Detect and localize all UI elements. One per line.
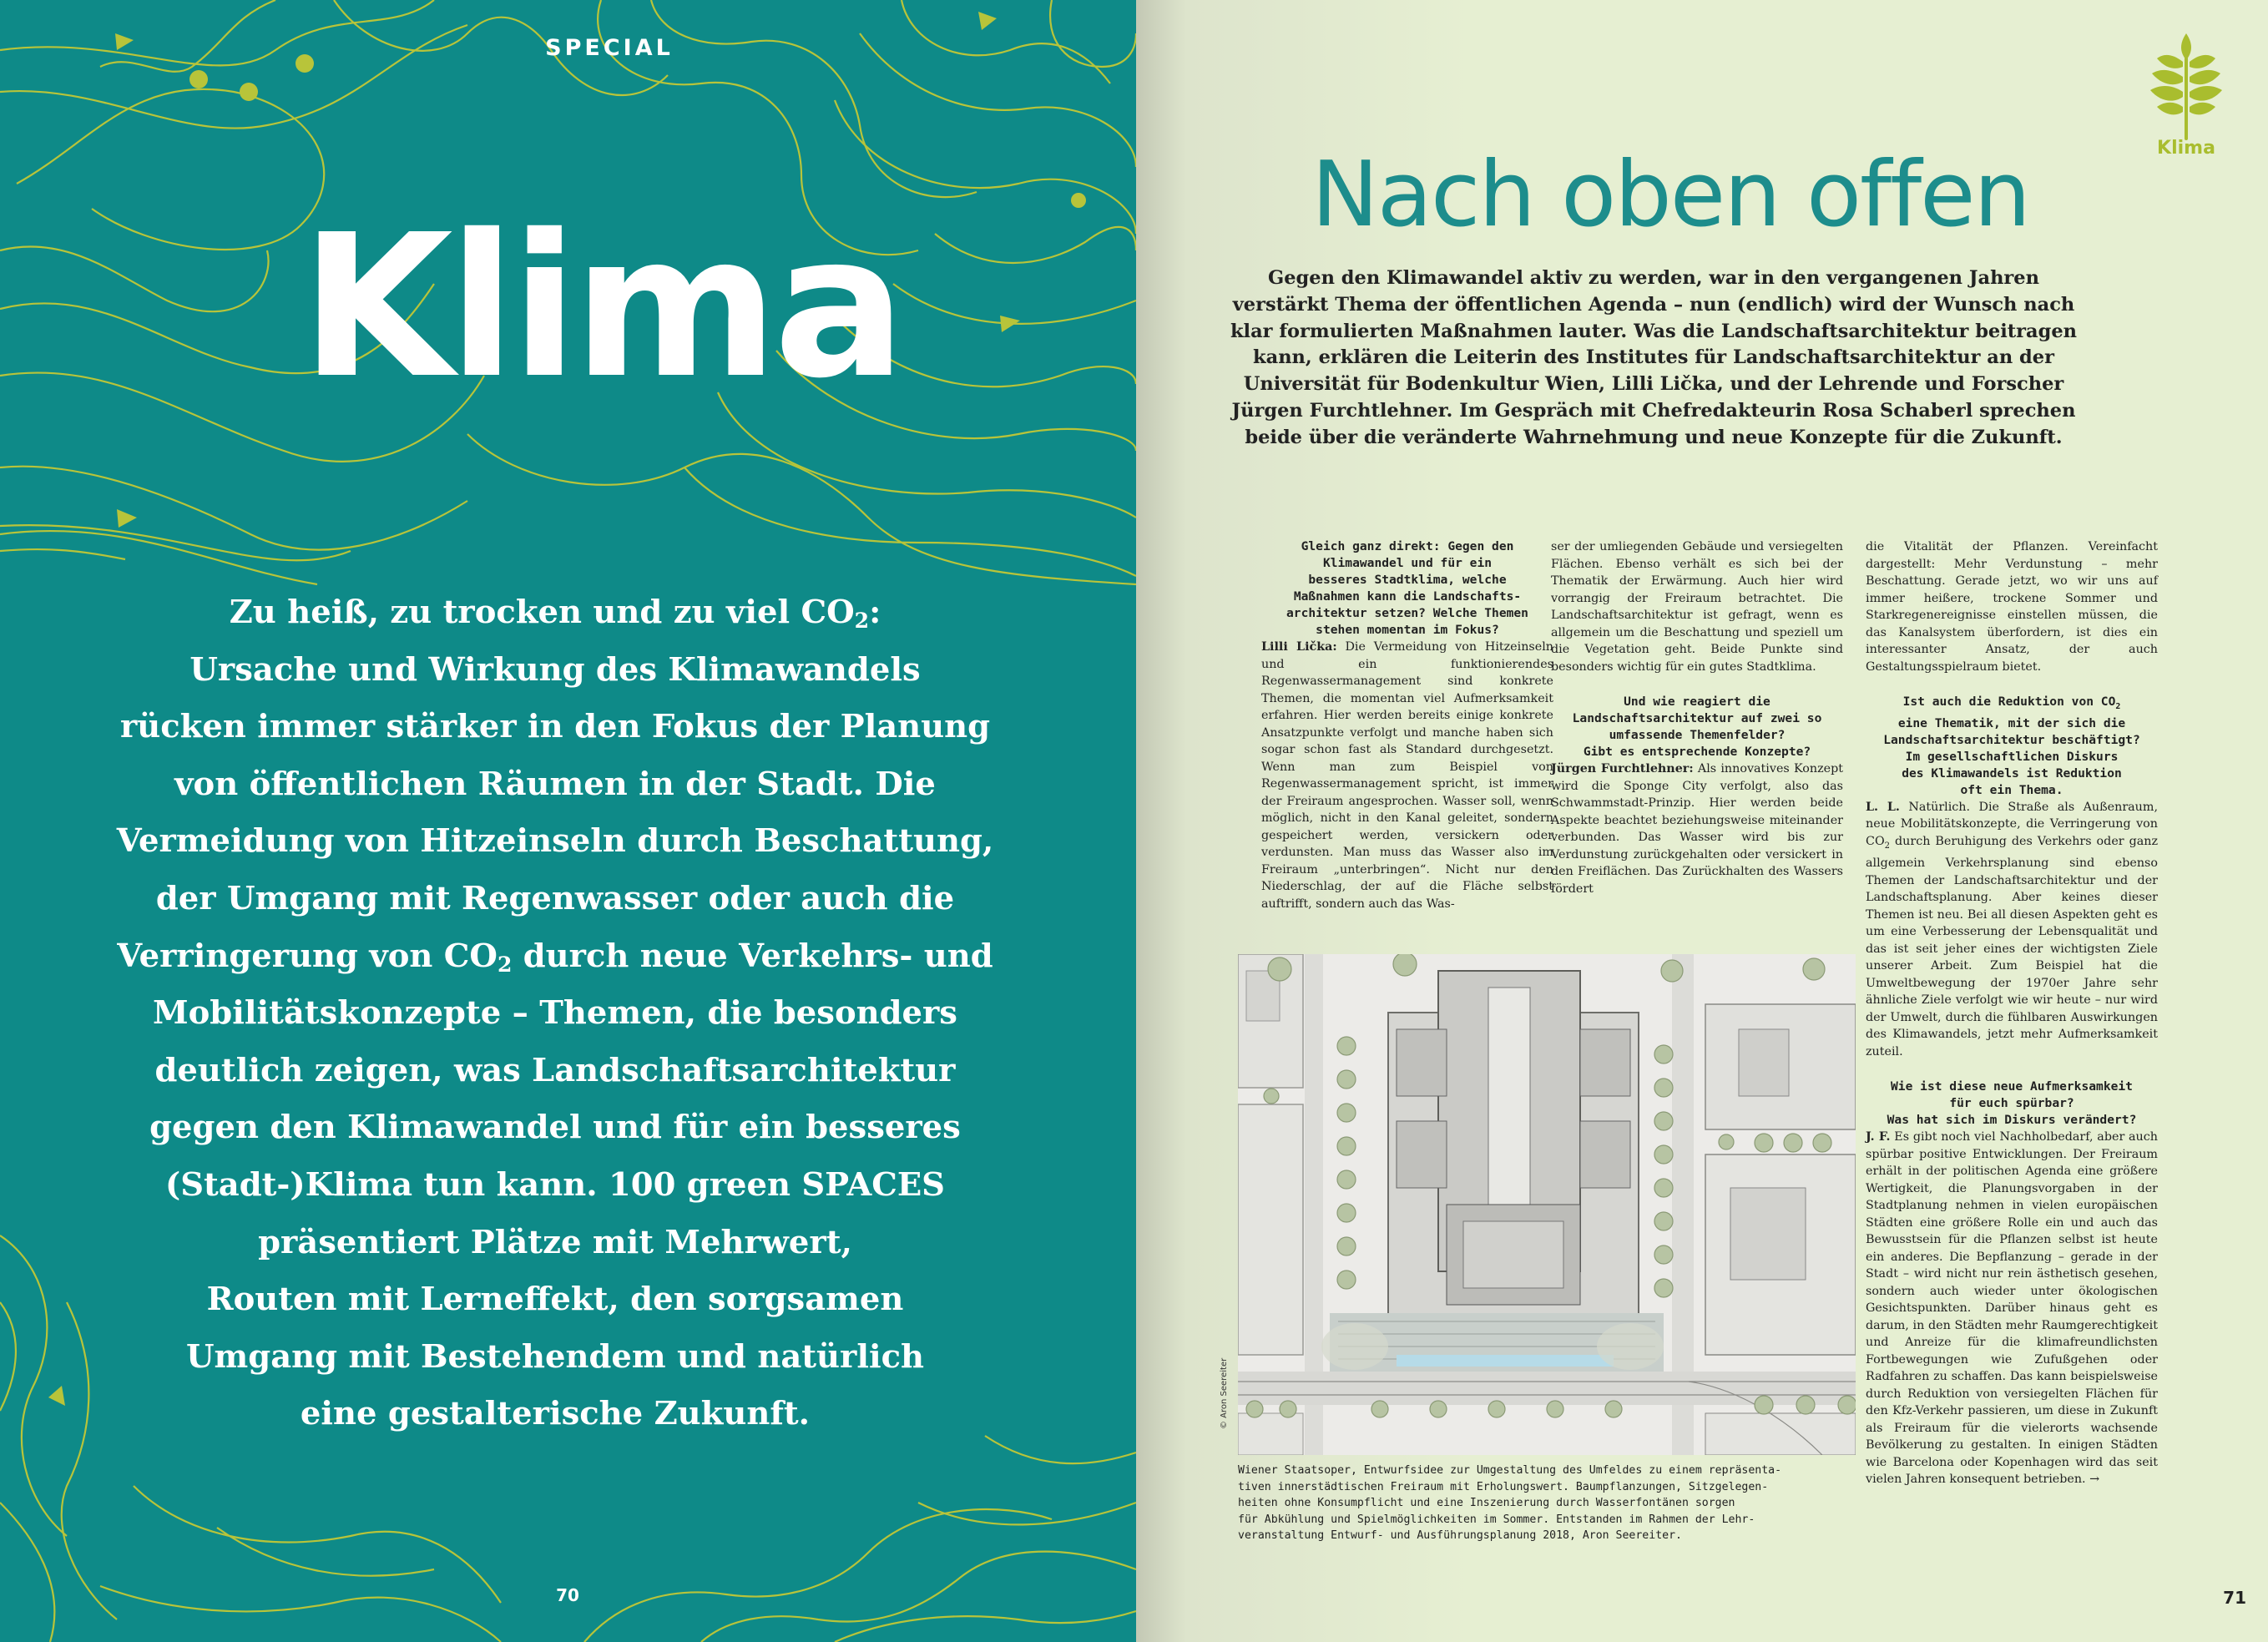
question-line: eine Thematik, mit der sich die bbox=[1897, 715, 2126, 730]
intro-text-segment: präsentiert Plätze mit Mehrwert, bbox=[258, 1223, 852, 1261]
subscript: 2 bbox=[2115, 701, 2121, 711]
speaker-name: Jürgen Furchtlehner: bbox=[1551, 762, 1694, 776]
intro-text-segment: : bbox=[869, 594, 881, 631]
lead-line: kann, erklären die Leiterin des Institutes für Landschaftsarchitektur an der bbox=[1253, 346, 2054, 369]
intro-text-segment: Verringerung von CO bbox=[117, 937, 498, 975]
interview-answer bbox=[1261, 639, 1553, 912]
intro-line bbox=[92, 1043, 1018, 1100]
paragraph-text: ser der umliegenden Gebäude und versiegelten Flächen. Ebenso verhält es sich bei der Thematik der Erwärmung. Auch hier wird vorrangig der Freiraum betrachtet. Die Landschaftsarchitektur ist gefragt, wenn es allgemein um die Beschattung und speziell um die Vegetation geht. Beide Punkte sind besonders wichtig für ein gutes Stadtklima. bbox=[1551, 540, 1843, 674]
question-line: besseres Stadtklima, welche bbox=[1308, 573, 1507, 587]
leaf-icon bbox=[2140, 25, 2232, 159]
section-label: SPECIAL bbox=[545, 35, 674, 61]
question-line: für euch spürbar? bbox=[1949, 1096, 2074, 1111]
answer-text: Natürlich. Die Straße als Außenraum, neue Mobilitätskonzepte, die Verringerung von CO bbox=[1866, 800, 2158, 848]
interview-question bbox=[1551, 694, 1843, 760]
question-line: Und wie reagiert die bbox=[1624, 695, 1770, 709]
question-line: des Klimawandels ist Reduktion bbox=[1902, 765, 2122, 781]
intro-text-segment: Umgang mit Bestehendem und natürlich bbox=[185, 1337, 925, 1376]
intro-line bbox=[92, 584, 1018, 642]
speaker-name: J. F. bbox=[1866, 1130, 1891, 1144]
intro-line bbox=[92, 756, 1018, 814]
lead-text bbox=[1220, 265, 2088, 452]
answer-text: Die Vermeidung von Hitzeinseln und ein funktionierendes Regenwassermanagement sind konkrete Themen, die momentan viel Aufmerksamkeit erfahren. Hier werden bereits einige konkrete Ansatzpunkte verfolgt und manche haben sich sogar schon fast als Standard durchgesetzt. Wenn man zum Beispiel von Regenwassermanagement spricht, ist immer der Freiraum angesprochen. Wasser soll, wenn möglich, nicht in den Kanal geleitet, sondern gespeichert werden, versickern oder verdunsten. Man muss das Wasser also im Freiraum „unterbringen“. Nicht nur den Niederschlag, der auf die Fläche selbst auftrifft, sondern auch das Was- bbox=[1261, 640, 1554, 911]
intro-line bbox=[92, 1215, 1018, 1272]
intro-text bbox=[92, 584, 1018, 1443]
interview-question bbox=[1261, 538, 1553, 639]
intro-text-segment: von öffentlichen Räumen in der Stadt. Die bbox=[174, 765, 936, 803]
caption-line: heiten ohne Konsumpflicht und eine Inszenierung durch Wasserfontänen sorgen bbox=[1238, 1497, 1735, 1509]
text-column-1 bbox=[1261, 538, 1553, 912]
photo-caption bbox=[1238, 1463, 1856, 1544]
intro-line bbox=[92, 928, 1018, 986]
page-number-left: 70 bbox=[556, 1585, 579, 1605]
question-line: oft ein Thema. bbox=[1960, 782, 2063, 797]
intro-line bbox=[92, 1386, 1018, 1443]
intro-text-segment: deutlich zeigen, was Landschaftsarchitektur bbox=[154, 1051, 956, 1089]
interview-answer bbox=[1551, 760, 1843, 897]
intro-text-segment: der Umgang mit Regenwasser oder auch die bbox=[155, 879, 955, 917]
caption-line: tiven innerstädtischen Freiraum mit Erholungswert. Baumpflanzungen, Sitzgelegen- bbox=[1238, 1480, 1769, 1493]
question-line: Gibt es entsprechende Konzepte? bbox=[1583, 745, 1811, 759]
question-line: stehen momentan im Fokus? bbox=[1316, 623, 1499, 637]
intro-text-segment: Zu heiß, zu trocken und zu viel CO bbox=[229, 594, 855, 631]
intro-text-segment: durch neue Verkehrs- und bbox=[512, 937, 993, 975]
question-line: Landschaftsarchitektur beschäftigt? bbox=[1883, 732, 2140, 747]
right-page bbox=[1136, 0, 2268, 1642]
question-line: Gleich ganz direkt: Gegen den bbox=[1301, 539, 1514, 553]
site-plan-illustration bbox=[1238, 954, 1856, 1455]
intro-text-segment: Mobilitätskonzepte – Themen, die besonders bbox=[153, 994, 957, 1033]
section-title: Klima bbox=[301, 192, 902, 422]
interview-answer bbox=[1866, 1129, 2158, 1488]
intro-line bbox=[92, 699, 1018, 756]
question-line: Ist auch die Reduktion von CO bbox=[1902, 695, 2116, 709]
caption-line: Wiener Staatsoper, Entwurfsidee zur Umgestaltung des Umfeldes zu einem repräsenta- bbox=[1238, 1464, 1782, 1477]
question-line: Klimawandel und für ein bbox=[1322, 556, 1493, 570]
question-line: Maßnahmen kann die Landschafts- bbox=[1293, 589, 1522, 604]
paragraph-text: die Vitalität der Pflanzen. Vereinfacht dargestellt: Mehr Verdunstung – mehr Beschattung. Gerade jetzt, wo wir uns auf immer heißere, trockene Sommer und Starkregenereignisse einstellen müssen, die das Kanalsystem überfordern, ist dies ein interessanter Ansatz, der auch Gestaltungsspielraum bietet. bbox=[1866, 540, 2158, 674]
intro-text-segment: gegen den Klimawandel und für ein besseres bbox=[149, 1109, 961, 1147]
intro-line bbox=[92, 813, 1018, 871]
question-line: Wie ist diese neue Aufmerksamkeit bbox=[1891, 1079, 2133, 1094]
intro-line bbox=[92, 1099, 1018, 1157]
caption-line: veranstaltung Entwurf- und Ausführungsplanung 2018, Aron Seereiter. bbox=[1238, 1529, 1682, 1542]
lead-line: Universität für Bodenkultur Wien, Lilli Lička, und der Lehrende und Forscher bbox=[1243, 373, 2064, 396]
speaker-name: L. L. bbox=[1866, 800, 1900, 814]
subscript: 2 bbox=[1884, 841, 1891, 851]
answer-text: Als innovatives Konzept wird die Sponge City verfolgt, also das Schwammstadt-Prinzip. Hier werden beide Aspekte beachtet beziehungsweise miteinander verbunden. Das Wasser wird bis zur Verdunstung zurückgehalten oder versickert in den Freiflächen. Das Zurückhalten des Wassers fördert bbox=[1551, 762, 1843, 896]
subscript: 2 bbox=[854, 609, 870, 633]
text-column-2 bbox=[1551, 538, 1843, 897]
question-line: Landschaftsarchitektur auf zwei so bbox=[1572, 711, 1822, 725]
question-line: Im gesellschaftlichen Diskurs bbox=[1905, 749, 2119, 764]
intro-text-segment: eine gestalterische Zukunft. bbox=[300, 1395, 811, 1433]
answer-text: durch Beruhigung des Verkehrs oder ganz allgemein Verkehrsplanung sind ebenso Themen der Landschaftsarchitektur und der Landschaftsplanung. Aber keines dieser Themen ist neu. Bei all diesen Aspekten geht es um eine Verbesserung der Lebensqualität und das ist seit jeher eines der wichtigsten Ziele unserer Arbeit. Zum Beispiel hat die Umweltbewegung der 1970er Jahre sehr ähnliche Ziele verfolgt wie wir heute – nur wird der Umwelt, durch die fühlbaren Auswirkungen des Klimawandels, jetzt mehr Aufmerksamkeit zuteil. bbox=[1866, 834, 2158, 1058]
intro-line bbox=[92, 1271, 1018, 1329]
page-number-right: 71 bbox=[2223, 1588, 2246, 1608]
interview-answer bbox=[1866, 799, 2158, 1060]
text-column-3 bbox=[1866, 538, 2158, 1488]
lead-line: beide über die veränderte Wahrnehmung und neue Konzepte für die Zukunft. bbox=[1245, 426, 2063, 448]
intro-text-segment: (Stadt-)Klima tun kann. 100 green SPACES bbox=[164, 1165, 945, 1204]
speaker-name: Lilli Lička: bbox=[1261, 640, 1337, 654]
article-title: Nach oben offen bbox=[1311, 143, 2029, 247]
lead-line: Jürgen Furchtlehner. Im Gespräch mit Chefredakteurin Rosa Schaberl sprechen bbox=[1231, 399, 2076, 422]
intro-line bbox=[92, 1329, 1018, 1387]
intro-line bbox=[92, 1157, 1018, 1215]
intro-text-segment: Routen mit Lerneffekt, den sorgsamen bbox=[206, 1281, 904, 1319]
lead-line: Gegen den Klimawandel aktiv zu werden, war in den vergangenen Jahren bbox=[1268, 267, 2039, 289]
subscript: 2 bbox=[497, 952, 513, 977]
intro-line bbox=[92, 642, 1018, 700]
interview-question bbox=[1866, 1079, 2158, 1129]
answer-text: Es gibt noch viel Nachholbedarf, aber auch spürbar positive Entwicklungen. Der Freiraum erhält in der politischen Agenda eine größere Wertigkeit, die Planungsvorgaben in der Stadtplanung nehmen in vielen europäischen Städten eine größere Rolle ein und auch das Bewusstsein für die Pflanzen selbst ist heute ein anderes. Die Bepflanzung – gerade in der Stadt – wird nicht nur rein ästhetisch gesehen, sondern auch wieder unter ökologischen Gesichtspunkten. Darüber hinaus geht es darum, in den Städten mehr Raumgerechtigkeit und Anreize für die klimafreundlichsten Fortbewegungen wie Zufußgehen oder Radfahren zu schaffen. Das kann beispielsweise durch Reduktion von versiegelten Flächen für den Kfz-Verkehr passieren, um diese in Zukunft als Freiraum für die vielerorts wachsende Bevölkerung zu gestalten. In einigen Städten wie Barcelona oder Kopenhagen wird das seit vielen Jahren konsequent betrieben. → bbox=[1866, 1130, 2158, 1487]
lead-line: verstärkt Thema der öffentlichen Agenda – nun (endlich) wird der Wunsch nach bbox=[1232, 293, 2075, 316]
logo-text: Klima bbox=[2157, 138, 2215, 159]
question-line: Was hat sich im Diskurs verändert? bbox=[1887, 1113, 2137, 1128]
intro-line bbox=[92, 871, 1018, 928]
interview-question bbox=[1866, 694, 2158, 799]
intro-line bbox=[92, 985, 1018, 1043]
image-credit: © Aron Seereiter bbox=[1220, 1357, 1229, 1429]
question-line: architektur setzen? Welche Themen bbox=[1286, 606, 1528, 620]
intro-text-segment: Vermeidung von Hitzeinseln durch Beschattung, bbox=[116, 822, 994, 861]
intro-text-segment: rücken immer stärker in den Fokus der Planung bbox=[119, 708, 991, 746]
lead-line: klar formulierten Maßnahmen lauter. Was die Landschaftsarchitektur beitragen bbox=[1230, 320, 2078, 342]
question-line: umfassende Themenfelder? bbox=[1609, 728, 1786, 742]
caption-line: für Abkühlung und Spielmöglichkeiten im Sommer. Entstanden im Rahmen der Lehr- bbox=[1238, 1513, 1755, 1526]
intro-text-segment: Ursache und Wirkung des Klimawandels bbox=[189, 650, 921, 689]
